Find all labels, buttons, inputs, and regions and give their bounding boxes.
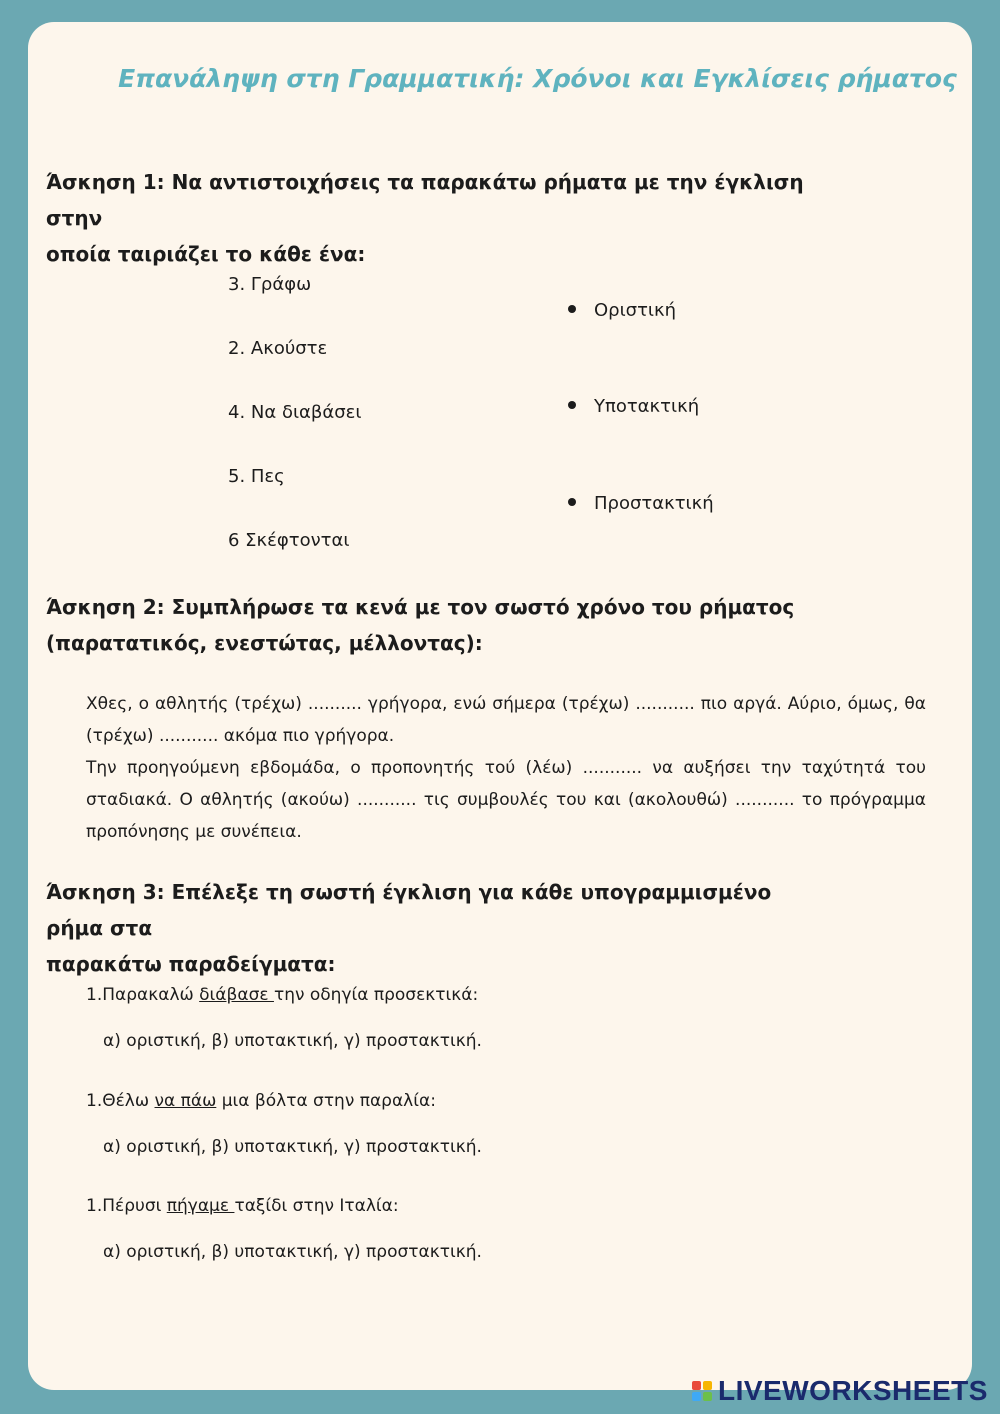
logo-square bbox=[703, 1381, 712, 1390]
exercise-2-paragraph-1[interactable]: Χθες, ο αθλητής (τρέχω) .......... γρήγορα, ενώ σήμερα (τρέχω) ........... πιο αργά. Αύριο, όμως, θα (τρέχω) ........... ακόμα πιο γρήγορα. bbox=[86, 694, 926, 746]
exercise-1-heading-line2: οποία ταιριάζει το κάθε ένα: bbox=[46, 242, 366, 266]
exercise-2-heading bbox=[46, 589, 806, 661]
question-text: Παρακαλώ bbox=[102, 985, 200, 1005]
logo-square bbox=[692, 1381, 701, 1390]
question-number: 1. bbox=[86, 1091, 103, 1111]
mood-target[interactable] bbox=[568, 493, 714, 514]
bullet-dot bbox=[568, 498, 576, 506]
logo-mark-icon bbox=[692, 1381, 712, 1401]
question-number: 1. bbox=[86, 985, 103, 1005]
mood-label: Προστακτική bbox=[594, 493, 714, 514]
verb-item[interactable]: 2. Ακούστε bbox=[228, 338, 328, 359]
answer-options[interactable]: α) οριστική, β) υποτακτική, γ) προστακτική. bbox=[103, 1242, 482, 1262]
bullet-dot bbox=[568, 305, 576, 313]
exercise-2-paragraph-2[interactable]: Την προηγούμενη εβδομάδα, ο προπονητής τού (λέω) ........... να αυξήσει την ταχύτητά του σταδιακά. Ο αθλητής (ακούω) ........... τις συμβουλές του και (ακολουθώ) ........... το πρόγραμμα προπόνησης με συνέπεια. bbox=[86, 758, 926, 842]
exercise-1-heading-line1: Άσκηση 1: Να αντιστοιχήσεις τα παρακάτω ρήματα με την έγκλιση στην bbox=[46, 170, 804, 230]
exercise-2-heading-line1: Άσκηση 2: Συμπλήρωσε τα κενά με τον σωστό χρόνο του ρήματος bbox=[46, 595, 795, 619]
exercise-2-text[interactable] bbox=[86, 688, 926, 848]
question-3 bbox=[86, 1196, 399, 1216]
exercise-3-heading-line2: παρακάτω παραδείγματα: bbox=[46, 952, 336, 976]
question-text: μια βόλτα στην παραλία: bbox=[216, 1091, 436, 1111]
question-number: 1. bbox=[86, 1196, 103, 1216]
exercise-3-heading bbox=[46, 874, 806, 982]
question-text: Πέρυσι bbox=[102, 1196, 167, 1216]
underlined-verb: να πάω bbox=[154, 1091, 217, 1111]
mood-label: Οριστική bbox=[594, 300, 677, 321]
verb-item[interactable]: 6 Σκέφτονται bbox=[228, 530, 350, 551]
exercise-1-heading bbox=[46, 164, 806, 272]
question-text: την οδηγία προσεκτικά: bbox=[273, 985, 479, 1005]
verb-item[interactable]: 5. Πες bbox=[228, 466, 285, 487]
underlined-verb: πήγαμε bbox=[166, 1196, 235, 1216]
mood-label: Υποτακτική bbox=[594, 396, 700, 417]
answer-options[interactable]: α) οριστική, β) υποτακτική, γ) προστακτική. bbox=[103, 1031, 482, 1051]
page-title: Επανάληψη στη Γραμματική: Χρόνοι και Εγκλίσεις ρήματος bbox=[118, 64, 957, 93]
underlined-verb: διάβασε bbox=[199, 985, 274, 1005]
exercise-2-heading-line2: (παρατατικός, ενεστώτας, μέλλοντας): bbox=[46, 631, 483, 655]
question-text: Θέλω bbox=[102, 1091, 155, 1111]
logo-square bbox=[692, 1392, 701, 1401]
logo-square bbox=[703, 1392, 712, 1401]
question-text: ταξίδι στην Ιταλία: bbox=[234, 1196, 399, 1216]
question-1 bbox=[86, 985, 478, 1005]
liveworksheets-logo[interactable] bbox=[692, 1374, 988, 1408]
verb-item[interactable]: 3. Γράφω bbox=[228, 274, 312, 295]
logo-text: LIVEWORKSHEETS bbox=[718, 1375, 988, 1406]
verb-item[interactable]: 4. Να διαβάσει bbox=[228, 402, 362, 423]
question-2 bbox=[86, 1091, 436, 1111]
exercise-3-heading-line1: Άσκηση 3: Επέλεξε τη σωστή έγκλιση για κάθε υπογραμμισμένο ρήμα στα bbox=[46, 880, 772, 940]
mood-target[interactable] bbox=[568, 300, 676, 321]
mood-target[interactable] bbox=[568, 396, 699, 417]
bullet-dot bbox=[568, 401, 576, 409]
answer-options[interactable]: α) οριστική, β) υποτακτική, γ) προστακτική. bbox=[103, 1137, 482, 1157]
